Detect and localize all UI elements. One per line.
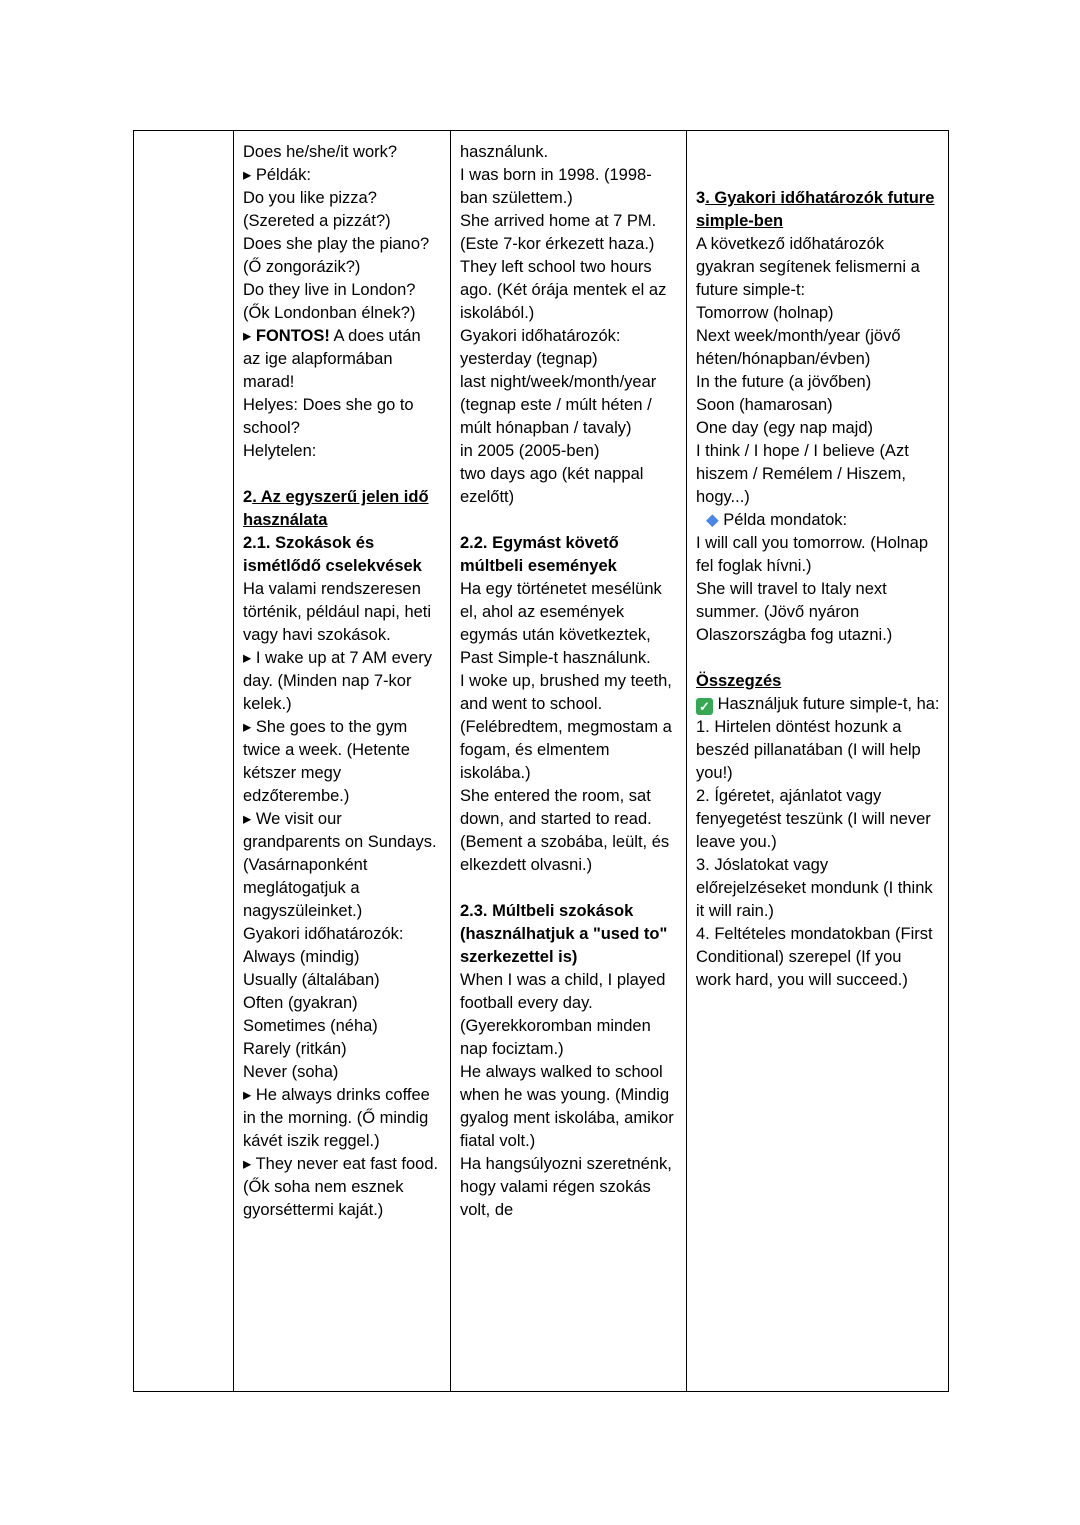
text-run: He always walked to school when he was young. (Mindig gyalog ment iskolába, amikor fiatal volt.) — [460, 1063, 674, 1150]
paragraph — [460, 463, 678, 509]
text-run: I think / I hope / I believe (Azt hiszem / Remélem / Hiszem, hogy...) — [696, 442, 909, 506]
text-run: FONTOS! — [255, 327, 330, 345]
text-run: Összegzés — [696, 672, 782, 690]
paragraph — [243, 992, 442, 1015]
paragraph — [696, 417, 940, 440]
check-icon: ✓ — [696, 698, 713, 715]
text-run: ▸ I wake up at 7 AM every day. (Minden nap 7-kor kelek.) — [243, 649, 432, 713]
table-cell-present-simple — [234, 131, 451, 1391]
paragraph — [460, 578, 678, 670]
text-run: 2.2. Egymást követő múltbeli események — [460, 534, 619, 575]
paragraph — [460, 141, 678, 164]
paragraph — [696, 532, 940, 578]
text-run: ▸ Példák: — [243, 166, 311, 184]
text-run: Often (gyakran) — [243, 994, 358, 1012]
paragraph — [243, 325, 442, 394]
paragraph — [243, 394, 442, 440]
paragraph — [243, 923, 442, 946]
paragraph — [243, 141, 442, 164]
blank-line-spacer — [696, 164, 940, 187]
text-run: 2.3. Múltbeli szokások (használhatjuk a "used to" szerkezettel is) — [460, 902, 668, 966]
text-run: A does után az ige alapformában marad! — [243, 327, 421, 391]
text-run: Does she play the piano? (Ő zongorázik?) — [243, 235, 430, 276]
text-run: Usually (általában) — [243, 971, 380, 989]
text-run: Ha egy történetet mesélünk el, ahol az események egymás után következtek, Past Simple-t használunk. — [460, 580, 662, 667]
table-cell-margin — [134, 131, 234, 1391]
text-run: last night/week/month/year (tegnap este / múlt héten / múlt hónapban / tavaly) — [460, 373, 657, 437]
paragraph — [696, 325, 940, 371]
text-run: ▸ He always drinks coffee in the morning. (Ő mindig kávét iszik reggel.) — [243, 1086, 430, 1150]
paragraph — [243, 187, 442, 233]
text-run: 3 — [696, 189, 706, 207]
text-run: ▸ We visit our grandparents on Sundays. (Vasárnaponként meglátogatjuk a nagyszüleinket.) — [243, 810, 437, 920]
paragraph — [460, 969, 678, 1061]
blank-line-spacer — [696, 647, 940, 670]
text-run: Next week/month/year (jövő héten/hónapban/évben) — [696, 327, 901, 368]
text-run: ▸ She goes to the gym twice a week. (Hetente kétszer megy edzőterembe.) — [243, 718, 410, 805]
paragraph — [696, 233, 940, 302]
text-run: Do they live in London? (Ők Londonban élnek?) — [243, 281, 416, 322]
text-run: használunk. — [460, 143, 549, 161]
text-run: Használjuk future simple-t, ha: — [713, 695, 940, 713]
paragraph — [460, 1061, 678, 1153]
text-run: ◆ — [706, 511, 724, 529]
text-run: In the future (a jövőben) — [696, 373, 872, 391]
paragraph — [460, 256, 678, 325]
paragraph — [243, 808, 442, 923]
paragraph — [243, 969, 442, 992]
paragraph — [243, 716, 442, 808]
text-run: yesterday (tegnap) — [460, 350, 598, 368]
text-run: Sometimes (néha) — [243, 1017, 378, 1035]
paragraph — [243, 1015, 442, 1038]
text-run: Példa mondatok: — [723, 511, 848, 529]
paragraph — [696, 187, 940, 233]
text-run: 2. Ígéretet, ajánlatot vagy fenyegetést teszünk (I will never leave you.) — [696, 787, 931, 851]
text-run: 2 — [243, 488, 253, 506]
text-run: ▸ — [243, 327, 256, 345]
blank-line-spacer — [460, 877, 678, 900]
paragraph — [696, 716, 940, 785]
paragraph — [243, 1084, 442, 1153]
paragraph — [696, 371, 940, 394]
text-run: When I was a child, I played football every day. (Gyerekkoromban minden nap fociztam.) — [460, 971, 666, 1058]
text-run: I was born in 1998. (1998-ban születtem.) — [460, 166, 652, 207]
paragraph — [243, 486, 442, 532]
paragraph — [696, 394, 940, 417]
paragraph — [243, 440, 442, 463]
paragraph — [243, 647, 442, 716]
paragraph — [460, 348, 678, 371]
text-run: She arrived home at 7 PM. (Este 7-kor érkezett haza.) — [460, 212, 657, 253]
paragraph — [460, 440, 678, 463]
text-run: Never (soha) — [243, 1063, 339, 1081]
text-run: two days ago (két nappal ezelőtt) — [460, 465, 644, 506]
paragraph — [460, 785, 678, 877]
paragraph — [460, 371, 678, 440]
paragraph — [243, 233, 442, 279]
paragraph — [696, 923, 940, 992]
text-run: . Az egyszerű jelen idő használata — [243, 488, 429, 529]
paragraph — [696, 509, 940, 532]
blank-line-spacer — [696, 141, 940, 164]
paragraph — [243, 1061, 442, 1084]
text-run: Ha valami rendszeresen történik, például napi, heti vagy havi szokások. — [243, 580, 432, 644]
paragraph — [460, 210, 678, 256]
paragraph — [460, 670, 678, 785]
text-run: Gyakori időhatározók: — [243, 925, 404, 943]
blank-line-spacer — [243, 463, 442, 486]
paragraph — [243, 164, 442, 187]
paragraph — [460, 164, 678, 210]
paragraph — [243, 578, 442, 647]
paragraph — [696, 578, 940, 647]
text-run: She will travel to Italy next summer. (Jövő nyáron Olaszországba fog utazni.) — [696, 580, 893, 644]
sub-heading — [243, 532, 442, 578]
text-run: 2.1. Szokások és ismétlődő cselekvések — [243, 534, 422, 575]
text-run: Do you like pizza? (Szereted a pizzát?) — [243, 189, 391, 230]
text-run: One day (egy nap majd) — [696, 419, 874, 437]
text-run: They left school two hours ago. (Két órája mentek el az iskolából.) — [460, 258, 667, 322]
text-run: 3. Jóslatokat vagy előrejelzéseket mondunk (I think it will rain.) — [696, 856, 933, 920]
text-run: 4. Feltételes mondatokban (First Conditional) szerepel (If you work hard, you will succeed.) — [696, 925, 933, 989]
paragraph — [460, 1153, 678, 1222]
paragraph — [460, 325, 678, 348]
paragraph — [696, 854, 940, 923]
text-run: A következő időhatározók gyakran segítenek felismerni a future simple-t: — [696, 235, 920, 299]
paragraph — [696, 302, 940, 325]
paragraph — [243, 1038, 442, 1061]
text-run: She entered the room, sat down, and started to read. (Bement a szobába, leült, és elkezdett olvasni.) — [460, 787, 670, 874]
paragraph — [696, 785, 940, 854]
text-run: Tomorrow (holnap) — [696, 304, 834, 322]
text-run: Ha hangsúlyozni szeretnénk, hogy valami régen szokás volt, de — [460, 1155, 672, 1219]
sub-heading — [460, 900, 678, 969]
paragraph — [243, 279, 442, 325]
paragraph — [243, 946, 442, 969]
paragraph — [696, 440, 940, 509]
text-run: I woke up, brushed my teeth, and went to school. (Felébredtem, megmostam a fogam, és elmentem iskolába.) — [460, 672, 672, 782]
text-run: in 2005 (2005-ben) — [460, 442, 600, 460]
text-run: . Gyakori időhatározók future simple-ben — [696, 189, 935, 230]
text-run: Rarely (ritkán) — [243, 1040, 347, 1058]
grammar-notes-table — [133, 130, 949, 1392]
section-heading — [696, 670, 940, 693]
paragraph — [243, 1153, 442, 1222]
text-run: Does he/she/it work? — [243, 143, 398, 161]
table-cell-past-simple — [451, 131, 687, 1391]
text-run: Always (mindig) — [243, 948, 360, 966]
text-run: ▸ They never eat fast food. (Ők soha nem esznek gyorséttermi kaját.) — [243, 1155, 439, 1219]
paragraph — [696, 693, 940, 716]
table-cell-future-simple — [687, 131, 948, 1391]
text-run: Soon (hamarosan) — [696, 396, 833, 414]
text-run: Gyakori időhatározók: — [460, 327, 621, 345]
text-run: 1. Hirtelen döntést hozunk a beszéd pillanatában (I will help you!) — [696, 718, 921, 782]
text-run: Helytelen: — [243, 442, 317, 460]
sub-heading — [460, 532, 678, 578]
text-run: I will call you tomorrow. (Holnap fel foglak hívni.) — [696, 534, 928, 575]
blank-line-spacer — [460, 509, 678, 532]
text-run: Helyes: Does she go to school? — [243, 396, 414, 437]
